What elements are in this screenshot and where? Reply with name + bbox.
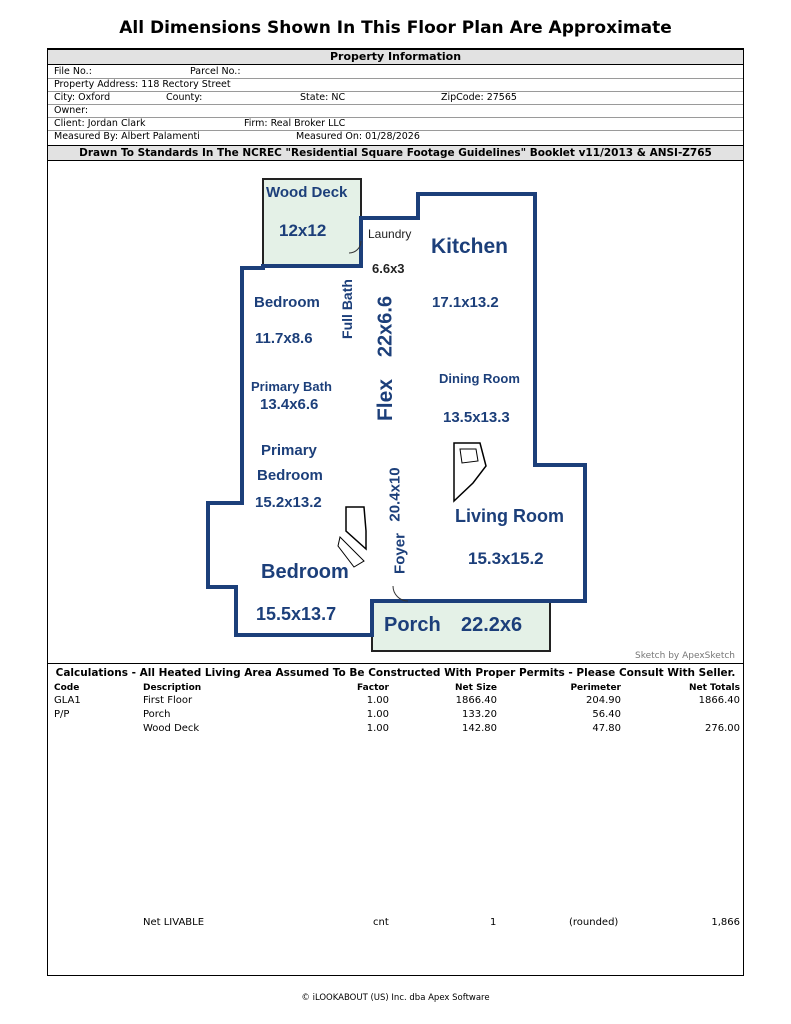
dining-room-label: Dining Room xyxy=(439,371,520,386)
floor-plan-sheet xyxy=(47,48,744,976)
row-net-totals: 1866.40 xyxy=(698,695,740,706)
table-row xyxy=(48,708,743,722)
floor-plan xyxy=(48,161,745,663)
info-row-client xyxy=(48,118,743,131)
row-code: P/P xyxy=(54,709,70,720)
sketch-credit: Sketch by ApexSketch xyxy=(635,651,735,661)
full-bath-label: Full Bath xyxy=(339,279,355,339)
row-perimeter: 204.90 xyxy=(586,695,621,706)
row-factor: 1.00 xyxy=(366,695,389,706)
laundry-size: 6.6x3 xyxy=(372,261,405,276)
flex-label: Flex xyxy=(374,378,397,422)
row-net-totals: 276.00 xyxy=(705,723,740,734)
parcel-no-label: Parcel No.: xyxy=(190,66,241,77)
row-factor: 1.00 xyxy=(366,723,389,734)
property-address: Property Address: 118 Rectory Street xyxy=(54,79,231,90)
zipcode: ZipCode: 27565 xyxy=(441,92,517,103)
info-row-file xyxy=(48,66,743,79)
primary-bedroom-label-line2: Bedroom xyxy=(257,467,323,484)
porch-label: Porch xyxy=(384,614,441,636)
kitchen-label: Kitchen xyxy=(431,235,509,258)
page-title: All Dimensions Shown In This Floor Plan Are Approximate xyxy=(119,18,672,38)
info-row-city xyxy=(48,92,743,105)
primary-bath-label: Primary Bath xyxy=(251,379,332,394)
standards-note: Drawn To Standards In The NCREC "Residential Square Footage Guidelines" Booklet v11/2013 & ANSI-Z765 xyxy=(48,145,743,161)
measured-by: Measured By: Albert Palamenti xyxy=(54,131,200,142)
calculations-header: Calculations - All Heated Living Area Assumed To Be Constructed With Proper Permits - Please Consult With Seller. xyxy=(55,667,736,679)
col-net-size: Net Size xyxy=(455,683,497,693)
info-row-measured xyxy=(48,131,743,143)
bedroom-1-size: 11.7x8.6 xyxy=(255,330,313,347)
row-net-size: 142.80 xyxy=(462,723,497,734)
client: Client: Jordan Clark xyxy=(54,118,146,129)
table-row xyxy=(48,722,743,736)
net-livable-total: 1,866 xyxy=(711,917,740,928)
county-label: County: xyxy=(166,92,203,103)
info-row-owner xyxy=(48,105,743,118)
col-perimeter: Perimeter xyxy=(570,683,621,693)
row-code: GLA1 xyxy=(54,695,81,706)
file-no-label: File No.: xyxy=(54,66,92,77)
net-livable-rounding: (rounded) xyxy=(569,917,619,928)
primary-bath-size: 13.4x6.6 xyxy=(260,396,319,413)
wood-deck-size: 12x12 xyxy=(279,221,327,240)
foyer-label: Foyer xyxy=(391,533,409,574)
primary-bedroom-label-line1: Primary xyxy=(261,442,317,459)
row-perimeter: 56.40 xyxy=(592,709,621,720)
bedroom-1-label: Bedroom xyxy=(254,294,320,311)
foyer-size: 20.4x10 xyxy=(386,467,404,522)
laundry-label: Laundry xyxy=(368,227,412,241)
row-factor: 1.00 xyxy=(366,709,389,720)
calc-table-header xyxy=(48,681,743,695)
col-net-totals: Net Totals xyxy=(688,683,740,693)
row-perimeter: 47.80 xyxy=(592,723,621,734)
row-description: First Floor xyxy=(143,695,193,706)
owner-label: Owner: xyxy=(54,105,89,116)
porch-size: 22.2x6 xyxy=(461,614,523,636)
wood-deck-label: Wood Deck xyxy=(266,184,348,201)
primary-bedroom-size: 15.2x13.2 xyxy=(255,494,322,511)
measured-on: Measured On: 01/28/2026 xyxy=(296,131,420,142)
net-livable-count: 1 xyxy=(490,917,497,928)
row-net-size: 133.20 xyxy=(462,709,497,720)
bedroom-2-label: Bedroom xyxy=(261,561,349,583)
flex-size: 22x6.6 xyxy=(374,295,397,358)
table-row xyxy=(48,694,743,708)
living-room-label: Living Room xyxy=(455,506,564,526)
net-livable-label: Net LIVABLE xyxy=(143,917,205,928)
net-livable-row xyxy=(48,916,743,930)
row-description: Porch xyxy=(143,709,171,720)
property-info-header: Property Information xyxy=(48,49,743,65)
kitchen-size: 17.1x13.2 xyxy=(432,294,499,311)
row-description: Wood Deck xyxy=(143,723,200,734)
col-description: Description xyxy=(143,683,202,693)
copyright-footer: © iLOOKABOUT (US) Inc. dba Apex Software xyxy=(301,993,490,1003)
col-code: Code xyxy=(54,683,80,693)
info-row-address xyxy=(48,79,743,92)
calc-divider xyxy=(48,663,743,664)
city: City: Oxford xyxy=(54,92,111,103)
state: State: NC xyxy=(300,92,346,103)
bedroom-2-size: 15.5x13.7 xyxy=(256,604,337,624)
living-room-size: 15.3x15.2 xyxy=(468,549,544,568)
net-livable-unit: cnt xyxy=(373,917,389,928)
col-factor: Factor xyxy=(357,683,389,693)
row-net-size: 1866.40 xyxy=(455,695,497,706)
firm: Firm: Real Broker LLC xyxy=(244,118,346,129)
dining-room-size: 13.5x13.3 xyxy=(443,409,510,426)
